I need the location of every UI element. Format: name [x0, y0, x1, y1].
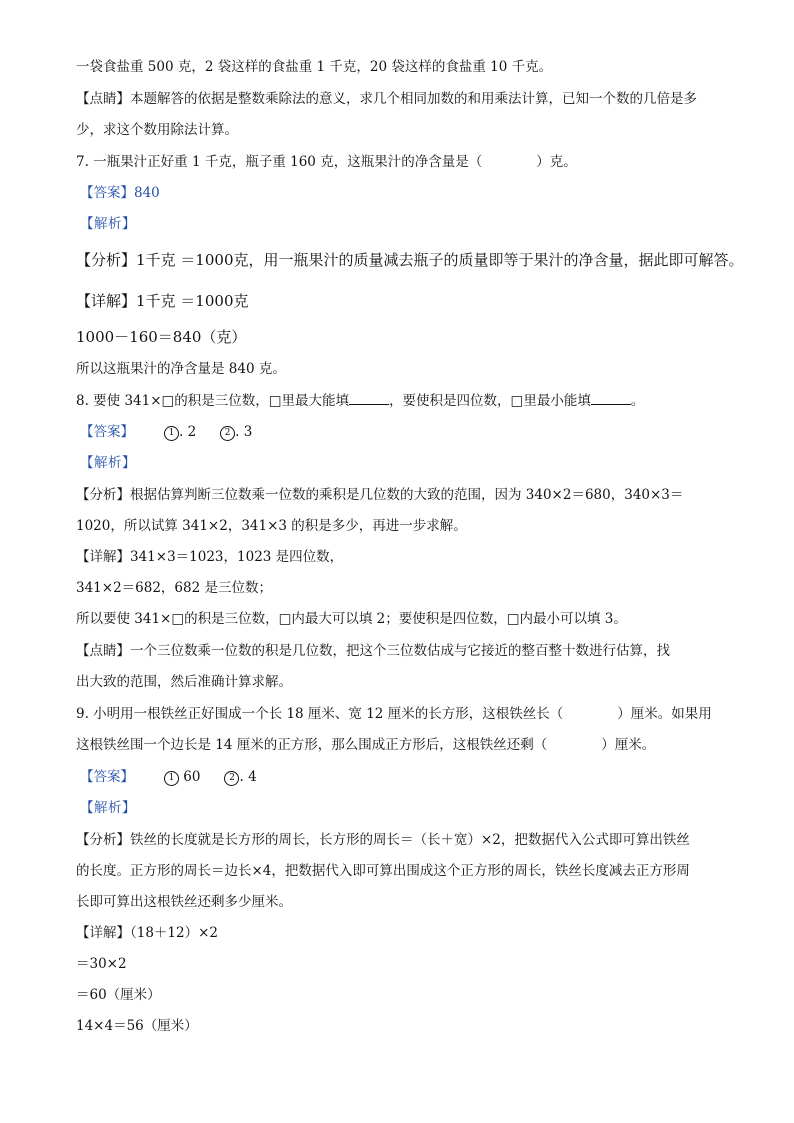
question-8-part2: ，要使积是四位数，□里最小能填 — [389, 393, 591, 409]
fenxi-8-line-1: 【分析】根据估算判断三位数乘一位数的乘积是几位数的大致的范围，因为 340×2＝680，340×3＝ — [76, 487, 684, 503]
question-7: 7. 一瓶果汁正好重 1 千克，瓶子重 160 克，这瓶果汁的净含量是（ ）克。 — [76, 154, 577, 170]
xiangjie-9-line-4: 14×4＝56（厘米） — [76, 1018, 198, 1034]
answer-8 — [76, 423, 252, 442]
jiexi-7 — [76, 215, 136, 234]
calc-7-text: 1000－160＝840（克） — [76, 328, 247, 346]
answer-8-value-2: . 3 — [235, 424, 253, 440]
xiangjie-8-line-2: 341×2＝682，682 是三位数； — [76, 580, 272, 596]
jiexi-9-label: 【解析】 — [80, 800, 136, 816]
circled-num-2: 2 — [220, 426, 235, 441]
xiangjie-8-line-1: 【详解】341×3＝1023，1023 是四位数， — [76, 549, 344, 565]
xiangjie-9-line-2: ＝30×2 — [76, 956, 127, 972]
jiexi-9 — [76, 799, 136, 818]
xiangjie-8-line-3: 所以要使 341×□的积是三位数，□内最大可以填 2；要使积是四位数，□内最小可以填 3。 — [76, 611, 627, 627]
fenxi-7-text: 【分析】1千克 ＝1000克，用一瓶果汁的质量减去瓶子的质量即等于果汁的净含量，据此即可解答。 — [76, 251, 744, 269]
jiexi-7-label: 【解析】 — [80, 216, 136, 232]
answer-8-value-1: . 2 — [179, 424, 197, 440]
circled-num-1: 1 — [164, 426, 179, 441]
blank-8-2 — [591, 392, 631, 405]
question-9-line-1: 9. 小明用一根铁丝正好围成一个长 18 厘米、宽 12 厘米的长方形，这根铁丝长（ ）厘米。如果用 — [76, 706, 712, 722]
xiangjie-9-line-1: 【详解】（18＋12）×2 — [76, 925, 219, 941]
answer-9-value-2: . 4 — [239, 769, 257, 785]
fenxi-8-line-2: 1020，所以试算 341×2，341×3 的积是多少，再进一步求解。 — [76, 518, 467, 534]
jiexi-8 — [76, 454, 136, 473]
answer-7-text: 【答案】840 — [80, 185, 160, 201]
text-line-3: 少，求这个数用除法计算。 — [76, 122, 238, 138]
blank-8-1 — [349, 392, 389, 405]
answer-9-value-1: 60 — [179, 769, 201, 785]
answer-9-label: 【答案】 — [80, 769, 134, 785]
xiangjie-7 — [76, 292, 249, 311]
text-line-1: 一袋食盐重 500 克，2 袋这样的食盐重 1 千克，20 袋这样的食盐重 10 千克。 — [76, 59, 553, 75]
xiangjie-9-line-3: ＝60（厘米） — [76, 987, 161, 1003]
question-9-line-2: 这根铁丝围一个边长是 14 厘米的正方形，那么围成正方形后，这根铁丝还剩（ ）厘米。 — [76, 737, 656, 753]
fenxi-9-line-1: 【分析】铁丝的长度就是长方形的周长，长方形的周长＝（长＋宽）×2，把数据代入公式即可算出铁丝 — [76, 832, 690, 848]
calc-7 — [76, 328, 246, 347]
answer-8-label: 【答案】 — [80, 424, 134, 440]
text-line-2: 【点睛】本题解答的依据是整数乘除法的意义，求几个相同加数的和用乘法计算，已知一个数的几倍是多 — [76, 91, 697, 107]
fenxi-9-line-3: 长即可算出这根铁丝还剩多少厘米。 — [76, 894, 292, 910]
dianjing-8-line-2: 出大致的范围，然后准确计算求解。 — [76, 674, 292, 690]
circled-num-1: 1 — [164, 771, 179, 786]
answer-7 — [76, 184, 160, 203]
circled-num-2: 2 — [224, 771, 239, 786]
dianjing-8-line-1: 【点睛】一个三位数乘一位数的积是几位数，把这个三位数估成与它接近的整百整十数进行估算，找 — [76, 643, 670, 659]
fenxi-7 — [76, 251, 744, 270]
question-8 — [76, 392, 644, 411]
jiexi-8-label: 【解析】 — [80, 455, 136, 471]
xiangjie-7-text: 【详解】1千克 ＝1000克 — [76, 292, 249, 310]
conclusion-7: 所以这瓶果汁的净含量是 840 克。 — [76, 361, 286, 377]
question-8-part3: 。 — [630, 393, 645, 409]
answer-9 — [76, 768, 257, 787]
fenxi-9-line-2: 的长度。正方形的周长＝边长×4，把数据代入即可算出围成这个正方形的周长，铁丝长度减去正方形周 — [76, 863, 690, 879]
question-8-part1: 8. 要使 341×□的积是三位数，□里最大能填 — [76, 393, 350, 409]
